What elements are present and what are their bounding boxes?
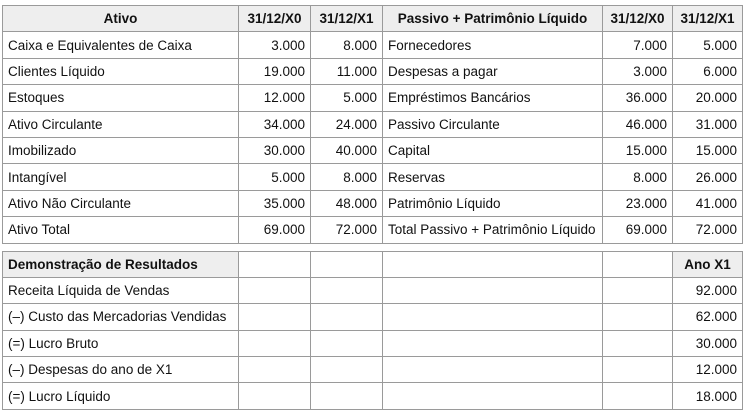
liability-value-x0: 15.000 (603, 137, 673, 163)
empty-cell (603, 304, 673, 330)
asset-value-x1: 5.000 (311, 85, 383, 111)
liability-value-x1: 15.000 (673, 137, 743, 163)
assets-date-x0-header: 31/12/X0 (239, 6, 311, 32)
income-label: Receita Líquida de Vendas (3, 277, 239, 303)
year-header: Ano X1 (673, 251, 743, 277)
table-row (3, 32, 743, 58)
table-row (3, 217, 743, 243)
liability-value-x1: 5.000 (673, 32, 743, 58)
empty-cell (311, 383, 383, 409)
liability-value-x1: 31.000 (673, 111, 743, 137)
empty-cell (383, 277, 603, 303)
table-row (3, 85, 743, 111)
asset-value-x1: 11.000 (311, 58, 383, 84)
table-row (3, 383, 743, 409)
asset-value-x0: 5.000 (239, 164, 311, 190)
asset-value-x1: 24.000 (311, 111, 383, 137)
liability-label: Empréstimos Bancários (383, 85, 603, 111)
liability-value-x0: 46.000 (603, 111, 673, 137)
empty-cell (311, 357, 383, 383)
liability-value-x1: 26.000 (673, 164, 743, 190)
empty-cell (239, 357, 311, 383)
liability-value-x0: 23.000 (603, 190, 673, 216)
table-divider (3, 243, 743, 251)
income-value: 12.000 (673, 357, 743, 383)
empty-cell (383, 330, 603, 356)
empty-cell (239, 330, 311, 356)
income-statement-header-row (3, 251, 743, 277)
asset-label: Ativo Não Circulante (3, 190, 239, 216)
empty-cell (239, 383, 311, 409)
asset-value-x1: 40.000 (311, 137, 383, 163)
empty-cell (603, 357, 673, 383)
liabilities-date-x0-header: 31/12/X0 (603, 6, 673, 32)
asset-value-x1: 8.000 (311, 164, 383, 190)
asset-value-x0: 34.000 (239, 111, 311, 137)
liability-value-x0: 69.000 (603, 217, 673, 243)
table-row (3, 304, 743, 330)
liability-value-x1: 20.000 (673, 85, 743, 111)
empty-cell (603, 277, 673, 303)
table-row (3, 58, 743, 84)
asset-label: Intangível (3, 164, 239, 190)
liability-label: Despesas a pagar (383, 58, 603, 84)
table-row (3, 190, 743, 216)
asset-value-x1: 48.000 (311, 190, 383, 216)
assets-header: Ativo (3, 6, 239, 32)
income-label: (–) Custo das Mercadorias Vendidas (3, 304, 239, 330)
empty-cell (239, 304, 311, 330)
table-row (3, 357, 743, 383)
asset-label: Ativo Circulante (3, 111, 239, 137)
asset-value-x1: 8.000 (311, 32, 383, 58)
liability-label: Patrimônio Líquido (383, 190, 603, 216)
liability-value-x1: 6.000 (673, 58, 743, 84)
income-statement-title: Demonstração de Resultados (3, 251, 239, 277)
liability-label: Total Passivo + Patrimônio Líquido (383, 217, 603, 243)
empty-cell (311, 330, 383, 356)
table-row (3, 330, 743, 356)
liabilities-date-x1-header: 31/12/X1 (673, 6, 743, 32)
liability-value-x0: 8.000 (603, 164, 673, 190)
asset-label: Clientes Líquido (3, 58, 239, 84)
income-label: (–) Despesas do ano de X1 (3, 357, 239, 383)
assets-date-x1-header: 31/12/X1 (311, 6, 383, 32)
liability-value-x1: 41.000 (673, 190, 743, 216)
empty-cell (311, 277, 383, 303)
income-value: 18.000 (673, 383, 743, 409)
asset-label: Imobilizado (3, 137, 239, 163)
empty-cell (603, 251, 673, 277)
liability-value-x0: 36.000 (603, 85, 673, 111)
liability-label: Passivo Circulante (383, 111, 603, 137)
empty-cell (383, 383, 603, 409)
liability-value-x0: 3.000 (603, 58, 673, 84)
liability-label: Capital (383, 137, 603, 163)
empty-cell (383, 357, 603, 383)
empty-cell (311, 304, 383, 330)
table-row (3, 277, 743, 303)
liability-value-x0: 7.000 (603, 32, 673, 58)
asset-value-x1: 72.000 (311, 217, 383, 243)
asset-value-x0: 69.000 (239, 217, 311, 243)
income-value: 92.000 (673, 277, 743, 303)
empty-cell (311, 251, 383, 277)
section-spacer (3, 243, 743, 251)
asset-value-x0: 35.000 (239, 190, 311, 216)
asset-value-x0: 30.000 (239, 137, 311, 163)
asset-value-x0: 12.000 (239, 85, 311, 111)
financial-statements-table (2, 5, 743, 410)
empty-cell (239, 251, 311, 277)
income-value: 30.000 (673, 330, 743, 356)
empty-cell (603, 383, 673, 409)
asset-label: Caixa e Equivalentes de Caixa (3, 32, 239, 58)
empty-cell (239, 277, 311, 303)
income-label: (=) Lucro Líquido (3, 383, 239, 409)
empty-cell (383, 251, 603, 277)
liability-label: Reservas (383, 164, 603, 190)
asset-value-x0: 3.000 (239, 32, 311, 58)
table-row (3, 111, 743, 137)
asset-label: Ativo Total (3, 217, 239, 243)
balance-sheet-header-row (3, 6, 743, 32)
liability-label: Fornecedores (383, 32, 603, 58)
income-label: (=) Lucro Bruto (3, 330, 239, 356)
asset-value-x0: 19.000 (239, 58, 311, 84)
liabilities-header: Passivo + Patrimônio Líquido (383, 6, 603, 32)
asset-label: Estoques (3, 85, 239, 111)
empty-cell (383, 304, 603, 330)
income-value: 62.000 (673, 304, 743, 330)
table-row (3, 137, 743, 163)
empty-cell (603, 330, 673, 356)
table-row (3, 164, 743, 190)
liability-value-x1: 72.000 (673, 217, 743, 243)
